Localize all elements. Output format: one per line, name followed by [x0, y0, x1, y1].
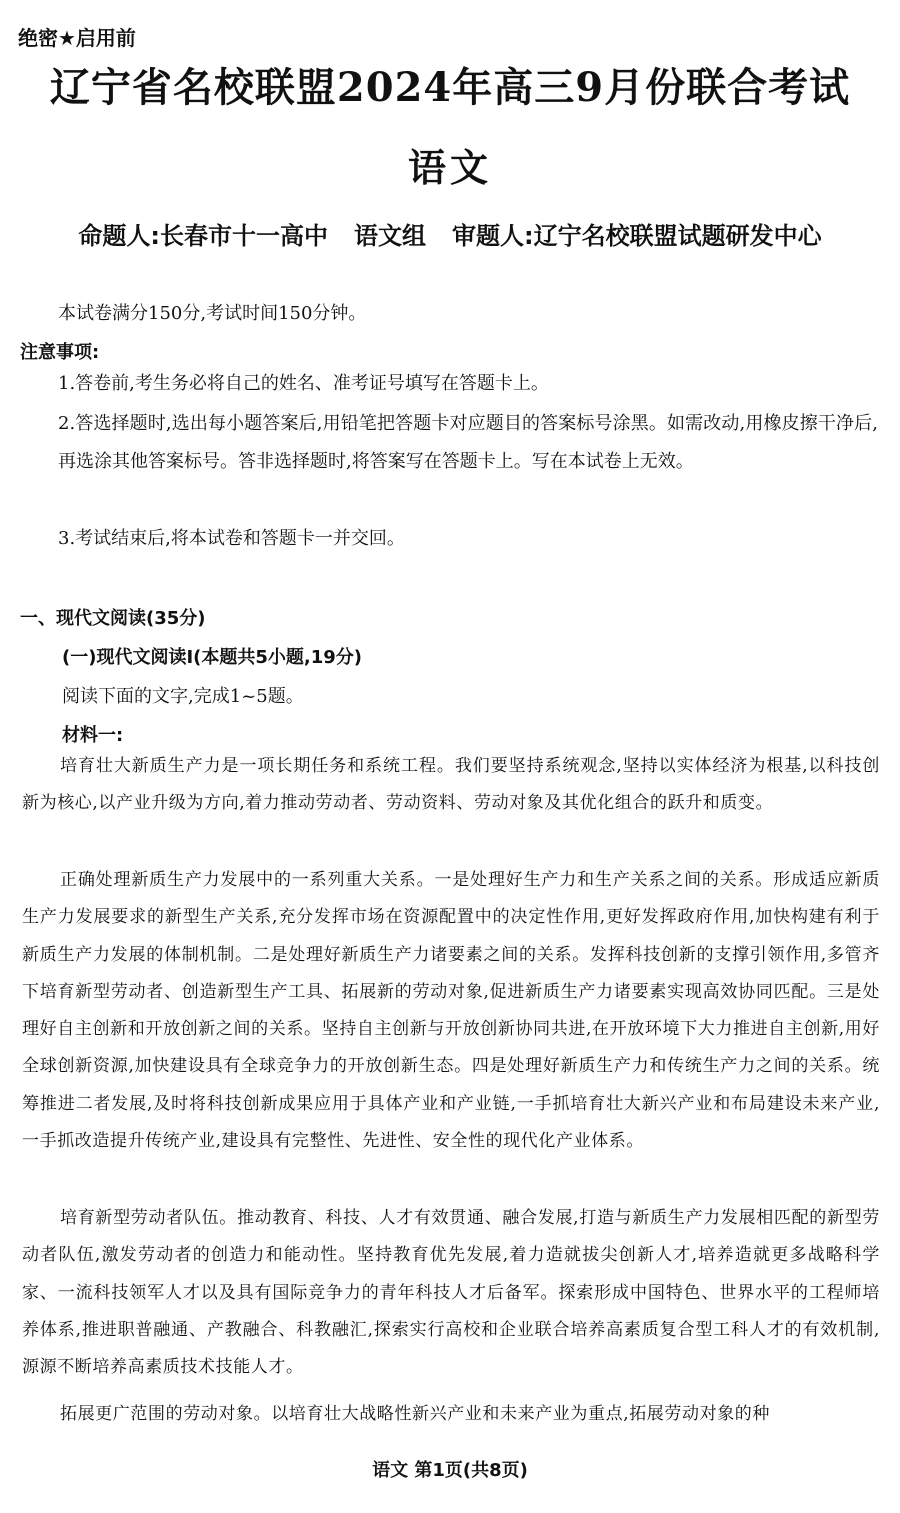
note-text: 2.答选择题时,选出每小题答案后,用铅笔把答题卡对应题目的答案标号涂黑。如需改动,用橡皮擦干净后,再选涂其他答案标号。答非选择题时,将答案写在答题卡上。写在本试卷上无效。: [58, 413, 878, 472]
note-item: [58, 521, 883, 558]
author-line: [0, 216, 900, 251]
note-text: 3.考试结束后,将本试卷和答题卡一并交回。: [58, 528, 405, 549]
section-heading: 一、现代文阅读(35分): [20, 608, 206, 629]
material-label: 材料一:: [62, 725, 124, 746]
author-reviewer: 审题人:辽宁名校联盟试题研发中心: [452, 222, 822, 250]
material-paragraph: 培育新型劳动者队伍。推动教育、科技、人才有效贯通、融合发展,打造与新质生产力发展相匹配的新型劳动者队伍,激发劳动者的创造力和能动性。坚持教育优先发展,着力造就拔尖创新人才,培养造就更多战略科学家、一流科技领军人才以及具有国际竞争力的青年科技人才后备军。探索形成中国特色、世界水平的工程师培养体系,推进职普融通、产教融合、科教融汇,探索实行高校和企业联合培养高素质复合型工科人才的有效机制,源源不断培养高素质技术技能人才。: [22, 1208, 880, 1378]
material-paragraph: 培育壮大新质生产力是一项长期任务和系统工程。我们要坚持系统观念,坚持以实体经济为根基,以科技创新为核心,以产业升级为方向,着力推动劳动者、劳动资料、劳动对象及其优化组合的跃升和质变。: [22, 756, 880, 814]
note-text: 1.答卷前,考生务必将自己的姓名、准考证号填写在答题卡上。: [58, 373, 549, 394]
subject-title: 语文: [407, 146, 492, 190]
sub-section-heading: (一)现代文阅读Ⅰ(本题共5小题,19分): [62, 647, 363, 668]
exam-info: 本试卷满分150分,考试时间150分钟。: [58, 303, 367, 324]
note-item: [58, 366, 883, 403]
material-paragraph: 拓展更广范围的劳动对象。以培育壮大战略性新兴产业和未来产业为重点,拓展劳动对象的种: [60, 1404, 771, 1424]
page-footer: 语文 第1页(共8页): [372, 1460, 528, 1481]
notes-heading: 注意事项:: [20, 342, 100, 363]
reading-instruction: 阅读下面的文字,完成1~5题。: [62, 686, 304, 707]
author-setter: 命题人:长春市十一高中: [78, 222, 328, 250]
confidential-label: 绝密★启用前: [18, 26, 136, 50]
material-paragraph: 正确处理新质生产力发展中的一系列重大关系。一是处理好生产力和生产关系之间的关系。形成适应新质生产力发展要求的新型生产关系,充分发挥市场在资源配置中的决定性作用,更好发挥政府作用,加快构建有利于新质生产力发展的体制机制。二是处理好新质生产力诸要素之间的关系。发挥科技创新的支撑引领作用,多管齐下培育新型劳动者、创造新型生产工具、拓展新的劳动对象,促进新质生产力诸要素实现高效协同匹配。三是处理好自主创新和开放创新之间的关系。坚持自主创新与开放创新协同共进,在开放环境下大力推进自主创新,用好全球创新资源,加快建设具有全球竞争力的开放创新生态。四是处理好新质生产力和传统生产力之间的关系。统筹推进二者发展,及时将科技创新成果应用于具体产业和产业链,一手抓培育壮大新兴产业和布局建设未来产业,一手抓改造提升传统产业,建设具有完整性、先进性、安全性的现代化产业体系。: [22, 870, 880, 1152]
exam-title: 辽宁省名校联盟2024年高三9月份联合考试: [49, 64, 851, 111]
author-group: 语文组: [354, 222, 426, 250]
note-item: [58, 405, 878, 480]
